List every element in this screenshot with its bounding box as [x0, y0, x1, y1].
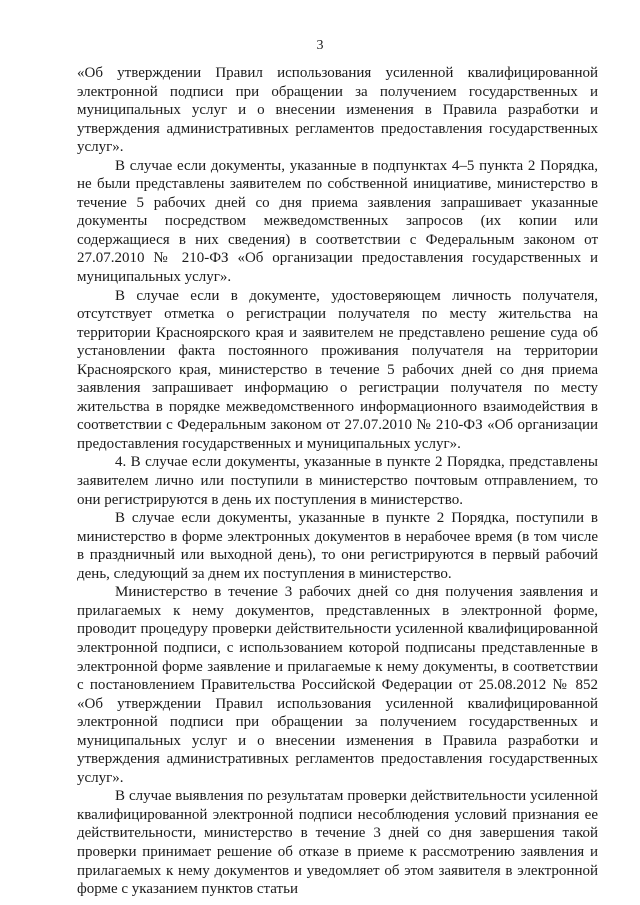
- page-number: 3: [316, 38, 324, 53]
- paragraph-7: В случае выявления по результатам проверки действительности усиленной квалифицированной электронной подписи несоблюдения условий признания ее действительности, министерство в течение 3 дней со дня завершения такой проверки принимает решение об отказе в приеме к рассмотрению заявления и прилагаемых к нему документов и уведомляет об этом заявителя в электронной форме с указанием пунктов статьи: [77, 788, 598, 898]
- paragraph-2: В случае если документы, указанные в подпунктах 4–5 пункта 2 Порядка, не были представлены заявителем по собственной инициативе, министерство в течение 5 рабочих дней со дня приема заявления запрашивает указанные документы посредством межведомственных запросов (их копии или содержащиеся в них сведения) в соответствии с Федеральным законом от 27.07.2010 № 210-ФЗ «Об организации предоставления государственных и муниципальных услуг».: [77, 157, 598, 286]
- document-body: [77, 64, 598, 899]
- paragraph-4: 4. В случае если документы, указанные в пункте 2 Порядка, представлены заявителем лично или поступили в министерство почтовым отправлением, то они регистрируются в день их поступления в министерство.: [77, 454, 598, 508]
- paragraph-3: В случае если в документе, удостоверяющем личность получателя, отсутствует отметка о регистрации получателя по месту жительства на территории Красноярского края и заявителем не представлено решение суда об установлении факта постоянного проживания получателя на территории Красноярского края, министерство в течение 5 рабочих дней со дня приема заявления запрашивает информацию о регистрации получателя по месту жительства в порядке межведомственного информационного взаимодействия в соответствии с Федеральным законом от 27.07.2010 № 210-ФЗ «Об организации предоставления государственных и муниципальных услуг».: [77, 287, 598, 452]
- paragraph-5: В случае если документы, указанные в пункте 2 Порядка, поступили в министерство в форме электронных документов в нерабочее время (в том числе в праздничный или выходной день), то они регистрируются в первый рабочий день, следующий за днем их поступления в министерство.: [77, 510, 598, 582]
- paragraph-1: «Об утверждении Правил использования усиленной квалифицированной электронной подписи при обращении за получением государственных и муниципальных услуг и о внесении изменения в Правила разработки и утверждения административных регламентов предоставления государственных услуг».: [77, 65, 598, 156]
- paragraph-6: Министерство в течение 3 рабочих дней со дня получения заявления и прилагаемых к нему документов, представленных в электронной форме, проводит процедуру проверки действительности усиленной квалифицированной электронной подписи, с использованием которой подписаны представленные в электронной форме заявление и прилагаемые к нему документы, в соответствии с постановлением Правительства Российской Федерации от 25.08.2012 № 852 «Об утверждении Правил использования усиленной квалифицированной электронной подписи при обращении за получением государственных и муниципальных услуг и о внесении изменения в Правила разработки и утверждения административных регламентов предоставления государственных услуг».: [77, 584, 598, 786]
